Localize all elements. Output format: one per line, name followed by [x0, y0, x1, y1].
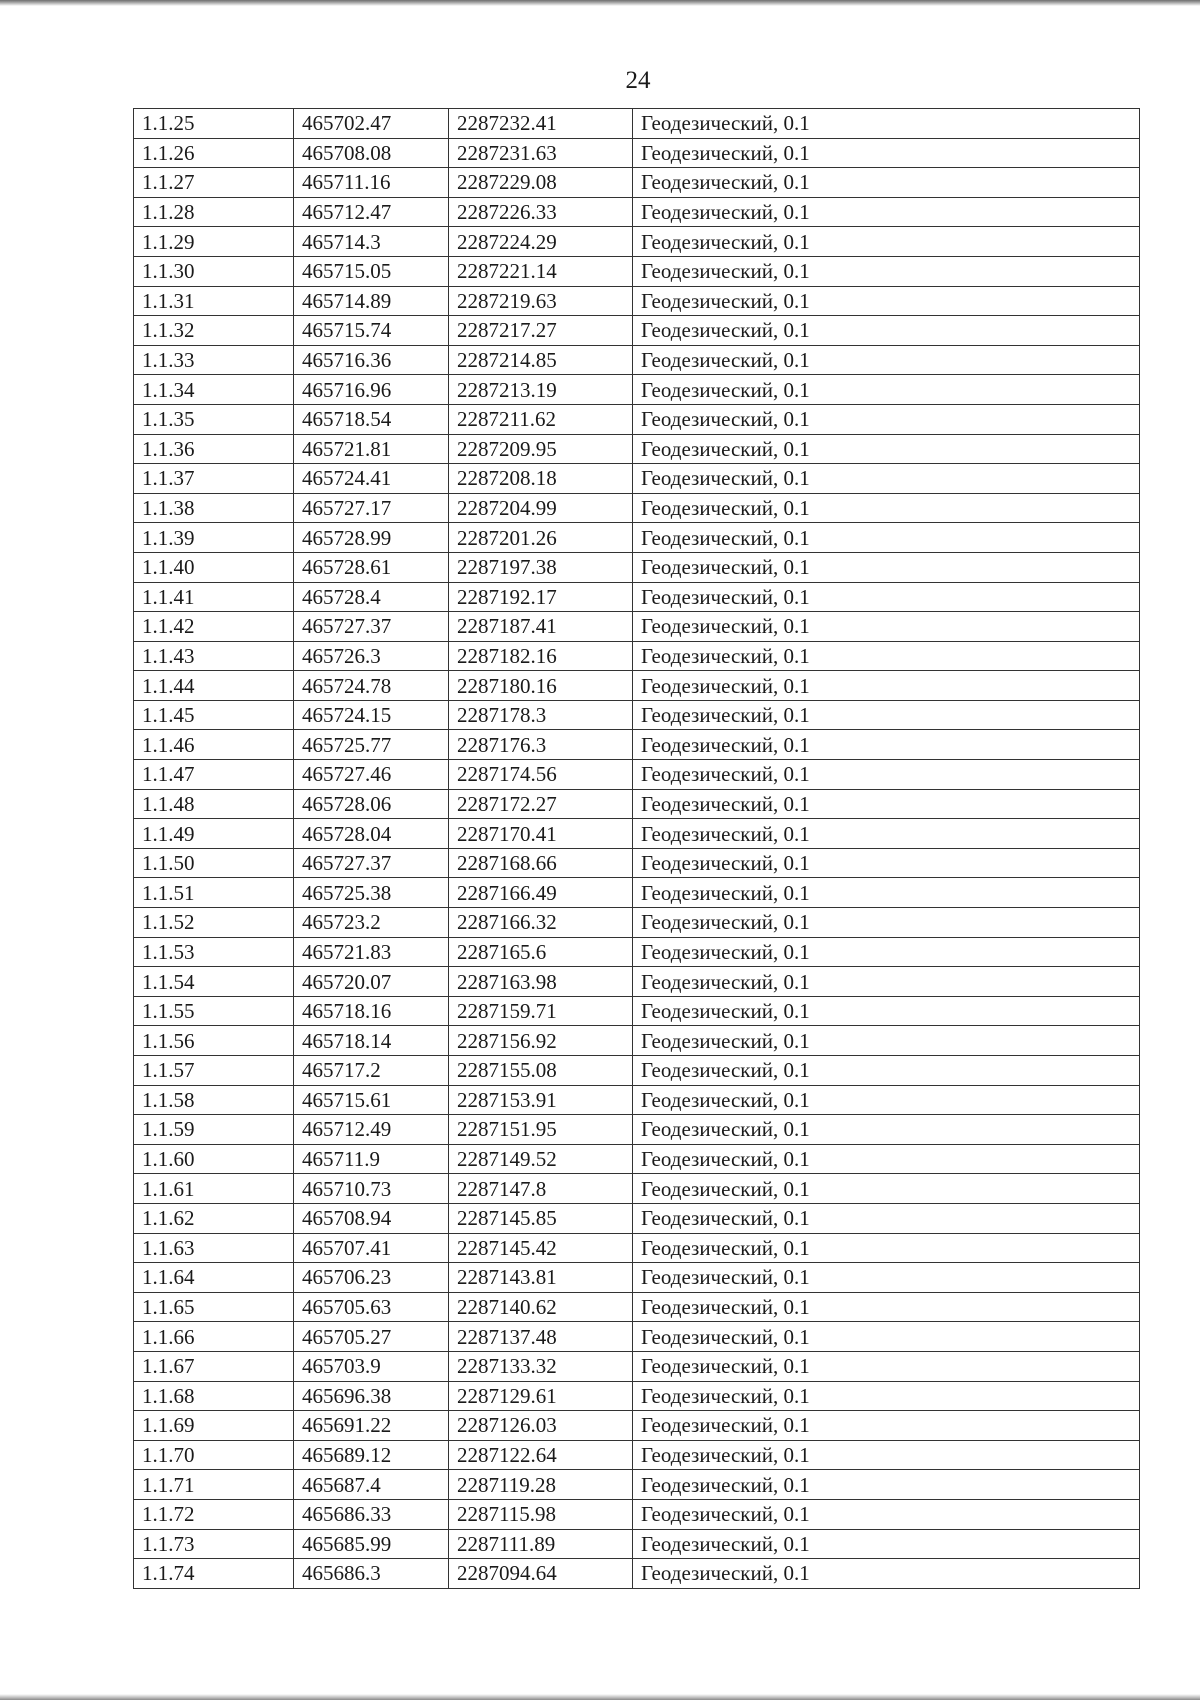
x-coordinate-cell: 465727.37 [294, 848, 449, 878]
point-number-cell: 1.1.47 [134, 760, 294, 790]
point-number-cell: 1.1.71 [134, 1470, 294, 1500]
x-coordinate-cell: 465703.9 [294, 1351, 449, 1381]
y-coordinate-cell: 2287197.38 [449, 552, 633, 582]
y-coordinate-cell: 2287153.91 [449, 1085, 633, 1115]
y-coordinate-cell: 2287137.48 [449, 1322, 633, 1352]
method-accuracy-cell: Геодезический, 0.1 [633, 1559, 1140, 1589]
table-row [134, 1056, 1140, 1086]
x-coordinate-cell: 465686.33 [294, 1499, 449, 1529]
point-number-cell: 1.1.65 [134, 1292, 294, 1322]
table-row [134, 908, 1140, 938]
method-accuracy-cell: Геодезический, 0.1 [633, 227, 1140, 257]
point-number-cell: 1.1.46 [134, 730, 294, 760]
table-row [134, 493, 1140, 523]
method-accuracy-cell: Геодезический, 0.1 [633, 641, 1140, 671]
table-row [134, 700, 1140, 730]
method-accuracy-cell: Геодезический, 0.1 [633, 523, 1140, 553]
y-coordinate-cell: 2287166.49 [449, 878, 633, 908]
x-coordinate-cell: 465686.3 [294, 1559, 449, 1589]
x-coordinate-cell: 465724.78 [294, 671, 449, 701]
point-number-cell: 1.1.28 [134, 197, 294, 227]
x-coordinate-cell: 465715.61 [294, 1085, 449, 1115]
method-accuracy-cell: Геодезический, 0.1 [633, 1144, 1140, 1174]
x-coordinate-cell: 465728.61 [294, 552, 449, 582]
y-coordinate-cell: 2287208.18 [449, 464, 633, 494]
x-coordinate-cell: 465714.89 [294, 286, 449, 316]
point-number-cell: 1.1.42 [134, 612, 294, 642]
method-accuracy-cell: Геодезический, 0.1 [633, 552, 1140, 582]
page-number: 24 [625, 67, 651, 94]
table-row [134, 612, 1140, 642]
x-coordinate-cell: 465728.04 [294, 819, 449, 849]
method-accuracy-cell: Геодезический, 0.1 [633, 819, 1140, 849]
point-number-cell: 1.1.67 [134, 1351, 294, 1381]
method-accuracy-cell: Геодезический, 0.1 [633, 937, 1140, 967]
point-number-cell: 1.1.43 [134, 641, 294, 671]
table-row [134, 967, 1140, 997]
table-row [134, 582, 1140, 612]
method-accuracy-cell: Геодезический, 0.1 [633, 967, 1140, 997]
point-number-cell: 1.1.66 [134, 1322, 294, 1352]
method-accuracy-cell: Геодезический, 0.1 [633, 1351, 1140, 1381]
y-coordinate-cell: 2287145.85 [449, 1203, 633, 1233]
y-coordinate-cell: 2287217.27 [449, 316, 633, 346]
x-coordinate-cell: 465702.47 [294, 109, 449, 139]
x-coordinate-cell: 465718.54 [294, 404, 449, 434]
x-coordinate-cell: 465728.99 [294, 523, 449, 553]
y-coordinate-cell: 2287180.16 [449, 671, 633, 701]
x-coordinate-cell: 465705.27 [294, 1322, 449, 1352]
method-accuracy-cell: Геодезический, 0.1 [633, 1411, 1140, 1441]
method-accuracy-cell: Геодезический, 0.1 [633, 996, 1140, 1026]
table-row [134, 316, 1140, 346]
y-coordinate-cell: 2287182.16 [449, 641, 633, 671]
method-accuracy-cell: Геодезический, 0.1 [633, 1322, 1140, 1352]
method-accuracy-cell: Геодезический, 0.1 [633, 1470, 1140, 1500]
point-number-cell: 1.1.52 [134, 908, 294, 938]
y-coordinate-cell: 2287219.63 [449, 286, 633, 316]
point-number-cell: 1.1.31 [134, 286, 294, 316]
y-coordinate-cell: 2287159.71 [449, 996, 633, 1026]
x-coordinate-cell: 465715.74 [294, 316, 449, 346]
table-row [134, 286, 1140, 316]
x-coordinate-cell: 465724.41 [294, 464, 449, 494]
method-accuracy-cell: Геодезический, 0.1 [633, 1381, 1140, 1411]
x-coordinate-cell: 465707.41 [294, 1233, 449, 1263]
table-row [134, 434, 1140, 464]
method-accuracy-cell: Геодезический, 0.1 [633, 582, 1140, 612]
x-coordinate-cell: 465691.22 [294, 1411, 449, 1441]
x-coordinate-cell: 465708.08 [294, 138, 449, 168]
method-accuracy-cell: Геодезический, 0.1 [633, 168, 1140, 198]
table-row [134, 375, 1140, 405]
method-accuracy-cell: Геодезический, 0.1 [633, 464, 1140, 494]
x-coordinate-cell: 465711.9 [294, 1144, 449, 1174]
x-coordinate-cell: 465727.17 [294, 493, 449, 523]
table-row [134, 848, 1140, 878]
scan-edge-bottom [0, 1694, 1200, 1700]
method-accuracy-cell: Геодезический, 0.1 [633, 316, 1140, 346]
y-coordinate-cell: 2287176.3 [449, 730, 633, 760]
point-number-cell: 1.1.73 [134, 1529, 294, 1559]
x-coordinate-cell: 465712.47 [294, 197, 449, 227]
x-coordinate-cell: 465721.81 [294, 434, 449, 464]
coordinates-table [133, 108, 1140, 1589]
y-coordinate-cell: 2287094.64 [449, 1559, 633, 1589]
method-accuracy-cell: Геодезический, 0.1 [633, 700, 1140, 730]
point-number-cell: 1.1.57 [134, 1056, 294, 1086]
y-coordinate-cell: 2287211.62 [449, 404, 633, 434]
method-accuracy-cell: Геодезический, 0.1 [633, 760, 1140, 790]
y-coordinate-cell: 2287226.33 [449, 197, 633, 227]
x-coordinate-cell: 465689.12 [294, 1440, 449, 1470]
x-coordinate-cell: 465714.3 [294, 227, 449, 257]
point-number-cell: 1.1.56 [134, 1026, 294, 1056]
x-coordinate-cell: 465687.4 [294, 1470, 449, 1500]
point-number-cell: 1.1.61 [134, 1174, 294, 1204]
table-row [134, 819, 1140, 849]
table-row [134, 1115, 1140, 1145]
table-row [134, 227, 1140, 257]
point-number-cell: 1.1.63 [134, 1233, 294, 1263]
method-accuracy-cell: Геодезический, 0.1 [633, 1440, 1140, 1470]
method-accuracy-cell: Геодезический, 0.1 [633, 138, 1140, 168]
point-number-cell: 1.1.32 [134, 316, 294, 346]
method-accuracy-cell: Геодезический, 0.1 [633, 256, 1140, 286]
table-row [134, 1292, 1140, 1322]
method-accuracy-cell: Геодезический, 0.1 [633, 109, 1140, 139]
table-row [134, 404, 1140, 434]
y-coordinate-cell: 2287209.95 [449, 434, 633, 464]
point-number-cell: 1.1.48 [134, 789, 294, 819]
method-accuracy-cell: Геодезический, 0.1 [633, 1056, 1140, 1086]
x-coordinate-cell: 465725.38 [294, 878, 449, 908]
point-number-cell: 1.1.49 [134, 819, 294, 849]
y-coordinate-cell: 2287168.66 [449, 848, 633, 878]
table-row [134, 1144, 1140, 1174]
method-accuracy-cell: Геодезический, 0.1 [633, 1026, 1140, 1056]
method-accuracy-cell: Геодезический, 0.1 [633, 1263, 1140, 1293]
table-row [134, 878, 1140, 908]
table-row [134, 1499, 1140, 1529]
point-number-cell: 1.1.34 [134, 375, 294, 405]
y-coordinate-cell: 2287213.19 [449, 375, 633, 405]
table-row [134, 552, 1140, 582]
point-number-cell: 1.1.60 [134, 1144, 294, 1174]
method-accuracy-cell: Геодезический, 0.1 [633, 878, 1140, 908]
point-number-cell: 1.1.72 [134, 1499, 294, 1529]
y-coordinate-cell: 2287155.08 [449, 1056, 633, 1086]
method-accuracy-cell: Геодезический, 0.1 [633, 345, 1140, 375]
point-number-cell: 1.1.40 [134, 552, 294, 582]
point-number-cell: 1.1.58 [134, 1085, 294, 1115]
y-coordinate-cell: 2287214.85 [449, 345, 633, 375]
x-coordinate-cell: 465720.07 [294, 967, 449, 997]
method-accuracy-cell: Геодезический, 0.1 [633, 434, 1140, 464]
method-accuracy-cell: Геодезический, 0.1 [633, 1233, 1140, 1263]
point-number-cell: 1.1.26 [134, 138, 294, 168]
table-row [134, 1174, 1140, 1204]
table-row [134, 641, 1140, 671]
method-accuracy-cell: Геодезический, 0.1 [633, 197, 1140, 227]
table-row [134, 730, 1140, 760]
x-coordinate-cell: 465724.15 [294, 700, 449, 730]
table-row [134, 256, 1140, 286]
table-row [134, 1351, 1140, 1381]
y-coordinate-cell: 2287119.28 [449, 1470, 633, 1500]
point-number-cell: 1.1.68 [134, 1381, 294, 1411]
x-coordinate-cell: 465708.94 [294, 1203, 449, 1233]
table-row [134, 1529, 1140, 1559]
table-row [134, 1381, 1140, 1411]
table-row [134, 760, 1140, 790]
point-number-cell: 1.1.36 [134, 434, 294, 464]
x-coordinate-cell: 465716.36 [294, 345, 449, 375]
table-row [134, 197, 1140, 227]
point-number-cell: 1.1.64 [134, 1263, 294, 1293]
point-number-cell: 1.1.54 [134, 967, 294, 997]
table-row [134, 1203, 1140, 1233]
x-coordinate-cell: 465685.99 [294, 1529, 449, 1559]
table-row [134, 1322, 1140, 1352]
table-row [134, 168, 1140, 198]
point-number-cell: 1.1.53 [134, 937, 294, 967]
x-coordinate-cell: 465728.06 [294, 789, 449, 819]
method-accuracy-cell: Геодезический, 0.1 [633, 789, 1140, 819]
point-number-cell: 1.1.29 [134, 227, 294, 257]
table-row [134, 345, 1140, 375]
method-accuracy-cell: Геодезический, 0.1 [633, 1174, 1140, 1204]
x-coordinate-cell: 465728.4 [294, 582, 449, 612]
point-number-cell: 1.1.41 [134, 582, 294, 612]
point-number-cell: 1.1.70 [134, 1440, 294, 1470]
method-accuracy-cell: Геодезический, 0.1 [633, 730, 1140, 760]
x-coordinate-cell: 465717.2 [294, 1056, 449, 1086]
y-coordinate-cell: 2287187.41 [449, 612, 633, 642]
point-number-cell: 1.1.51 [134, 878, 294, 908]
point-number-cell: 1.1.55 [134, 996, 294, 1026]
method-accuracy-cell: Геодезический, 0.1 [633, 1115, 1140, 1145]
method-accuracy-cell: Геодезический, 0.1 [633, 848, 1140, 878]
x-coordinate-cell: 465721.83 [294, 937, 449, 967]
y-coordinate-cell: 2287178.3 [449, 700, 633, 730]
x-coordinate-cell: 465718.16 [294, 996, 449, 1026]
method-accuracy-cell: Геодезический, 0.1 [633, 286, 1140, 316]
x-coordinate-cell: 465723.2 [294, 908, 449, 938]
x-coordinate-cell: 465710.73 [294, 1174, 449, 1204]
point-number-cell: 1.1.33 [134, 345, 294, 375]
y-coordinate-cell: 2287140.62 [449, 1292, 633, 1322]
y-coordinate-cell: 2287122.64 [449, 1440, 633, 1470]
y-coordinate-cell: 2287204.99 [449, 493, 633, 523]
x-coordinate-cell: 465696.38 [294, 1381, 449, 1411]
method-accuracy-cell: Геодезический, 0.1 [633, 671, 1140, 701]
y-coordinate-cell: 2287224.29 [449, 227, 633, 257]
y-coordinate-cell: 2287174.56 [449, 760, 633, 790]
y-coordinate-cell: 2287147.8 [449, 1174, 633, 1204]
method-accuracy-cell: Геодезический, 0.1 [633, 1529, 1140, 1559]
y-coordinate-cell: 2287129.61 [449, 1381, 633, 1411]
x-coordinate-cell: 465705.63 [294, 1292, 449, 1322]
scan-edge-top [0, 0, 1200, 6]
table-row [134, 464, 1140, 494]
y-coordinate-cell: 2287143.81 [449, 1263, 633, 1293]
y-coordinate-cell: 2287170.41 [449, 819, 633, 849]
table-row [134, 1263, 1140, 1293]
point-number-cell: 1.1.39 [134, 523, 294, 553]
point-number-cell: 1.1.50 [134, 848, 294, 878]
y-coordinate-cell: 2287231.63 [449, 138, 633, 168]
table-row [134, 1440, 1140, 1470]
method-accuracy-cell: Геодезический, 0.1 [633, 404, 1140, 434]
method-accuracy-cell: Геодезический, 0.1 [633, 908, 1140, 938]
y-coordinate-cell: 2287172.27 [449, 789, 633, 819]
point-number-cell: 1.1.27 [134, 168, 294, 198]
point-number-cell: 1.1.37 [134, 464, 294, 494]
y-coordinate-cell: 2287165.6 [449, 937, 633, 967]
table-row [134, 1411, 1140, 1441]
table-row [134, 1085, 1140, 1115]
table-row [134, 1233, 1140, 1263]
method-accuracy-cell: Геодезический, 0.1 [633, 1085, 1140, 1115]
y-coordinate-cell: 2287166.32 [449, 908, 633, 938]
table-row [134, 1559, 1140, 1589]
y-coordinate-cell: 2287126.03 [449, 1411, 633, 1441]
point-number-cell: 1.1.38 [134, 493, 294, 523]
point-number-cell: 1.1.62 [134, 1203, 294, 1233]
method-accuracy-cell: Геодезический, 0.1 [633, 375, 1140, 405]
x-coordinate-cell: 465726.3 [294, 641, 449, 671]
table-row [134, 789, 1140, 819]
point-number-cell: 1.1.74 [134, 1559, 294, 1589]
point-number-cell: 1.1.44 [134, 671, 294, 701]
point-number-cell: 1.1.35 [134, 404, 294, 434]
table-row [134, 523, 1140, 553]
y-coordinate-cell: 2287115.98 [449, 1499, 633, 1529]
x-coordinate-cell: 465716.96 [294, 375, 449, 405]
point-number-cell: 1.1.25 [134, 109, 294, 139]
x-coordinate-cell: 465718.14 [294, 1026, 449, 1056]
y-coordinate-cell: 2287151.95 [449, 1115, 633, 1145]
y-coordinate-cell: 2287149.52 [449, 1144, 633, 1174]
x-coordinate-cell: 465711.16 [294, 168, 449, 198]
y-coordinate-cell: 2287145.42 [449, 1233, 633, 1263]
table-row [134, 138, 1140, 168]
x-coordinate-cell: 465725.77 [294, 730, 449, 760]
table-row [134, 996, 1140, 1026]
coordinates-table-body [134, 109, 1140, 1589]
method-accuracy-cell: Геодезический, 0.1 [633, 1499, 1140, 1529]
x-coordinate-cell: 465715.05 [294, 256, 449, 286]
x-coordinate-cell: 465712.49 [294, 1115, 449, 1145]
x-coordinate-cell: 465706.23 [294, 1263, 449, 1293]
y-coordinate-cell: 2287221.14 [449, 256, 633, 286]
method-accuracy-cell: Геодезический, 0.1 [633, 493, 1140, 523]
y-coordinate-cell: 2287156.92 [449, 1026, 633, 1056]
y-coordinate-cell: 2287111.89 [449, 1529, 633, 1559]
table-row [134, 671, 1140, 701]
point-number-cell: 1.1.59 [134, 1115, 294, 1145]
y-coordinate-cell: 2287229.08 [449, 168, 633, 198]
point-number-cell: 1.1.69 [134, 1411, 294, 1441]
y-coordinate-cell: 2287192.17 [449, 582, 633, 612]
method-accuracy-cell: Геодезический, 0.1 [633, 1292, 1140, 1322]
table-row [134, 1026, 1140, 1056]
y-coordinate-cell: 2287163.98 [449, 967, 633, 997]
y-coordinate-cell: 2287133.32 [449, 1351, 633, 1381]
table-row [134, 1470, 1140, 1500]
method-accuracy-cell: Геодезический, 0.1 [633, 612, 1140, 642]
y-coordinate-cell: 2287201.26 [449, 523, 633, 553]
table-row [134, 937, 1140, 967]
point-number-cell: 1.1.45 [134, 700, 294, 730]
method-accuracy-cell: Геодезический, 0.1 [633, 1203, 1140, 1233]
x-coordinate-cell: 465727.37 [294, 612, 449, 642]
y-coordinate-cell: 2287232.41 [449, 109, 633, 139]
table-row [134, 109, 1140, 139]
x-coordinate-cell: 465727.46 [294, 760, 449, 790]
point-number-cell: 1.1.30 [134, 256, 294, 286]
